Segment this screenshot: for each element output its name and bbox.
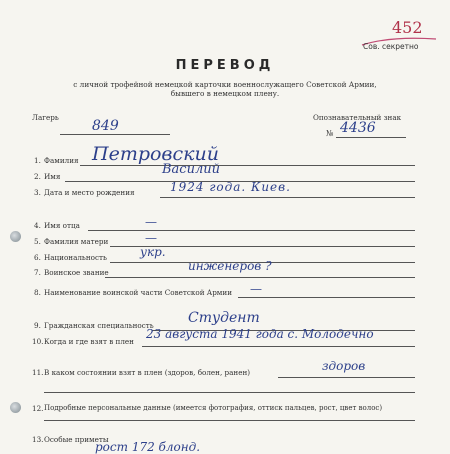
page-title: ПЕРЕВОД bbox=[175, 58, 275, 73]
field-4-label: Имя отца bbox=[44, 221, 80, 230]
classification-stamp: Сов. секретно bbox=[363, 42, 419, 51]
field-10-value: 23 августа 1941 года с. Молодечно bbox=[146, 327, 374, 341]
field-1-number: 1. bbox=[34, 156, 41, 165]
field-2-label: Имя bbox=[44, 172, 61, 181]
field-13-label: Особые приметы bbox=[44, 435, 109, 444]
field-5-value: — bbox=[145, 231, 157, 245]
camp-value: 849 bbox=[92, 118, 119, 134]
field-10-number: 10. bbox=[32, 337, 44, 346]
field-12-rule bbox=[44, 420, 415, 421]
field-6-value: укр. bbox=[140, 245, 166, 259]
field-5-number: 5. bbox=[34, 237, 41, 246]
archive-number: 452 bbox=[392, 18, 423, 37]
field-4-rule bbox=[88, 230, 415, 231]
field-13-value: рост 172 блонд. bbox=[95, 440, 201, 454]
field-3-label: Дата и место рождения bbox=[44, 188, 135, 197]
field-11-number: 11. bbox=[32, 368, 44, 377]
id-tag-label: Опознавательный знак bbox=[313, 113, 402, 122]
subtitle-line-1: с личной трофейной немецкой карточки военнослужащего Советской Армии, bbox=[73, 80, 377, 89]
field-8-value: — bbox=[250, 282, 262, 296]
field-11-label: В каком состоянии взят в плен (здоров, болен, ранен) bbox=[44, 368, 251, 377]
field-3-value: 1924 года. Киев. bbox=[170, 180, 291, 194]
punch-hole-top bbox=[10, 231, 21, 242]
field-1-value: Петровский bbox=[92, 143, 219, 165]
subtitle-line-2: бывшего в немецком плену. bbox=[170, 89, 280, 98]
id-tag-rule bbox=[336, 137, 406, 138]
field-8-number: 8. bbox=[34, 288, 41, 297]
punch-hole-bottom bbox=[10, 402, 21, 413]
field-8-label: Наименование воинской части Советской Армии bbox=[44, 288, 232, 297]
camp-rule bbox=[60, 134, 170, 135]
field-2-value: Василий bbox=[162, 162, 220, 177]
id-tag-value: 4436 bbox=[340, 120, 376, 136]
field-4-value: — bbox=[145, 215, 157, 229]
field-9-value: Студент bbox=[188, 310, 260, 326]
field-11-value: здоров bbox=[322, 359, 366, 373]
field-4-number: 4. bbox=[34, 221, 41, 230]
field-1-label: Фамилия bbox=[44, 156, 79, 165]
field-13-number: 13. bbox=[32, 435, 44, 444]
field-9-number: 9. bbox=[34, 321, 41, 330]
field-6-number: 6. bbox=[34, 253, 41, 262]
field-10-rule bbox=[142, 346, 415, 347]
id-tag-prefix: № bbox=[326, 129, 334, 138]
field-9-label: Гражданская специальность bbox=[44, 321, 154, 330]
field-7-number: 7. bbox=[34, 268, 41, 277]
field-7-rule bbox=[105, 277, 415, 278]
camp-label: Лагерь bbox=[32, 113, 59, 122]
field-11-rule bbox=[278, 377, 415, 378]
field-2-number: 2. bbox=[34, 172, 41, 181]
field-7-label: Воинское звание bbox=[44, 268, 109, 277]
field-11-rule-2 bbox=[44, 392, 415, 393]
field-7-value: инженеров ? bbox=[188, 259, 272, 273]
field-12-number: 12. bbox=[32, 404, 44, 413]
field-10-label: Когда и где взят в плен bbox=[44, 337, 134, 346]
field-6-label: Национальность bbox=[44, 253, 107, 262]
field-12-label: Подробные персональные данные (имеется фотография, оттиск пальцев, рост, цвет волос) bbox=[44, 404, 383, 412]
field-8-rule bbox=[238, 297, 415, 298]
field-5-label: Фамилия матери bbox=[44, 237, 109, 246]
field-3-rule bbox=[160, 197, 415, 198]
field-1-rule bbox=[80, 165, 415, 166]
field-3-number: 3. bbox=[34, 188, 41, 197]
